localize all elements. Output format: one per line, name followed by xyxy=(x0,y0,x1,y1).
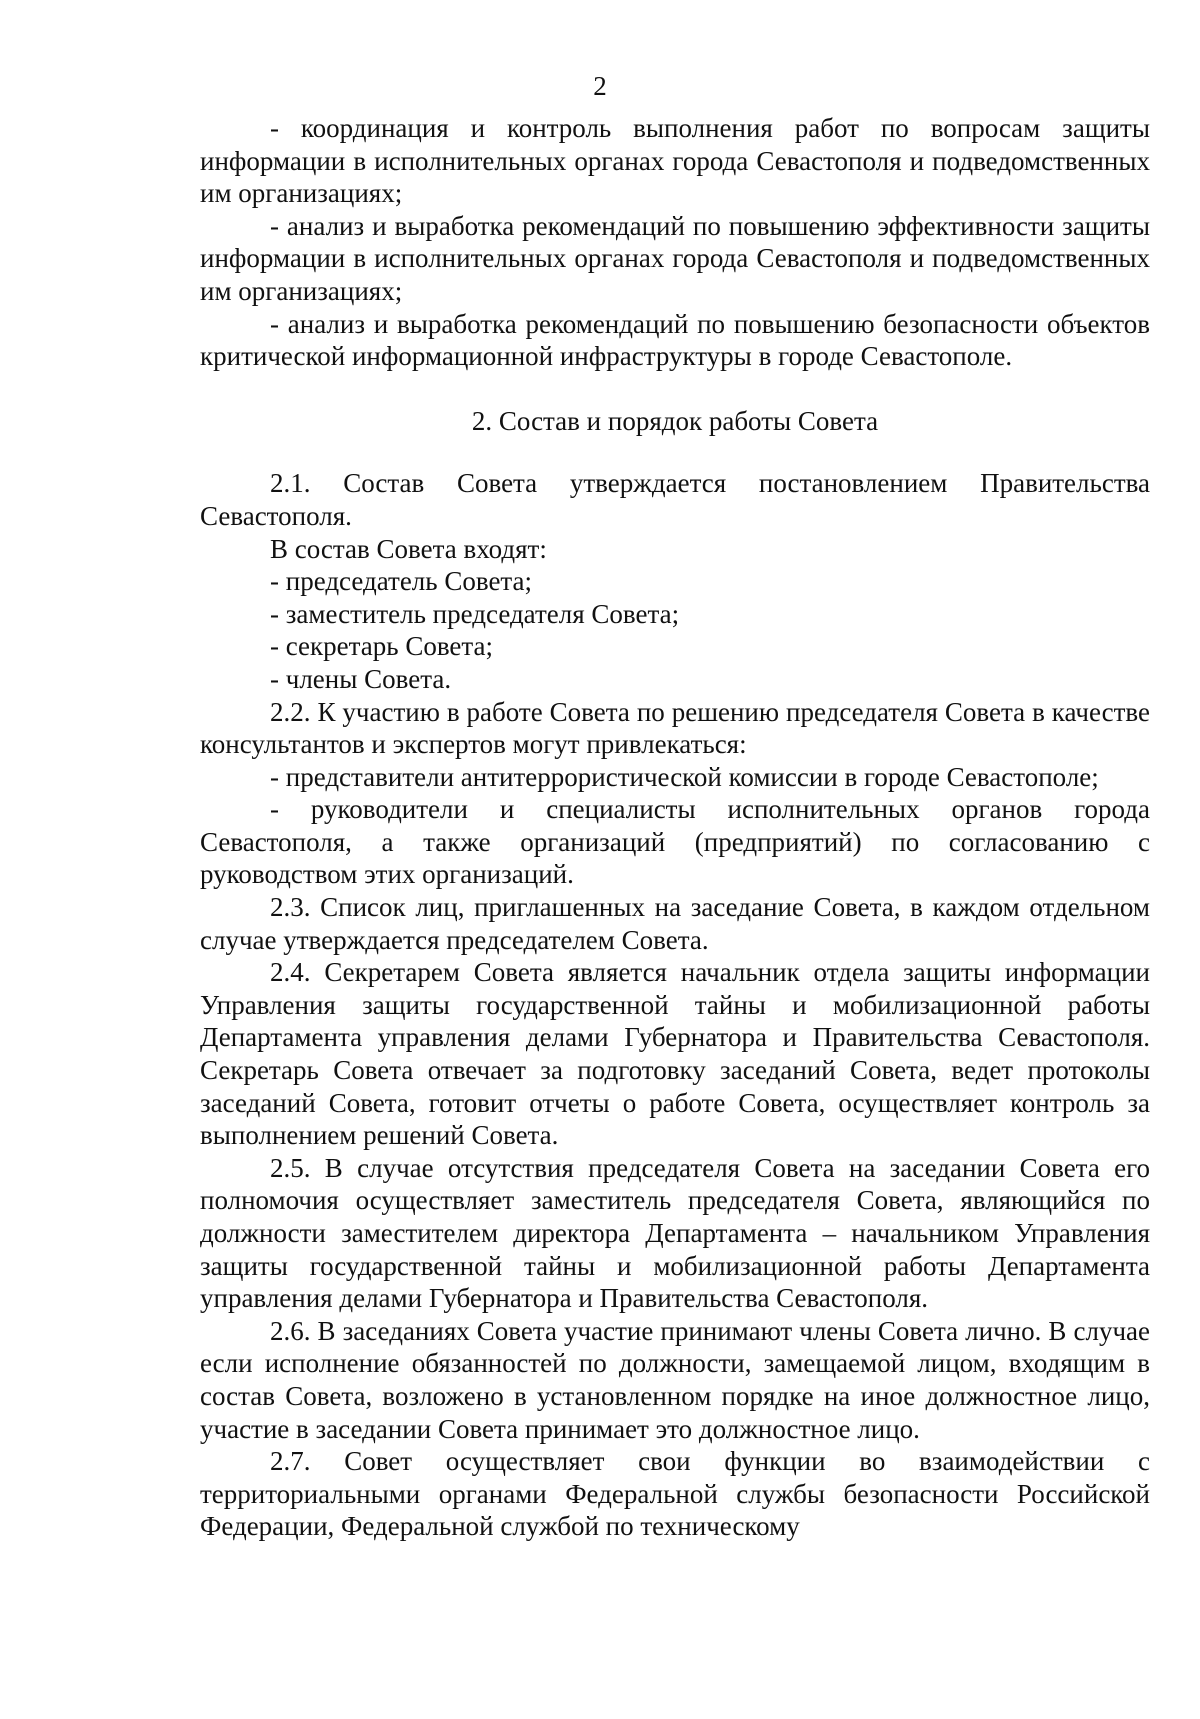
clause-2-3: 2.3. Список лиц, приглашенных на заседание Совета, в каждом отдельном случае утверждается председателем Совета. xyxy=(200,892,1150,955)
clause-2-5: 2.5. В случае отсутствия председателя Совета на заседании Совета его полномочия осуществляет заместитель председателя Совета, являющийся по должности заместителем директора Департамента – начальником Управления защиты государственной тайны и мобилизационной работы Департамента управления делами Губернатора и Правительства Севастополя. xyxy=(200,1152,1150,1314)
clause-2-4: 2.4. Секретарем Совета является начальник отдела защиты информации Управления защиты государственной тайны и мобилизационной работы Департамента управления делами Губернатора и Правительства Севастополя. Секретарь Совета отвечает за подготовку заседаний Совета, ведет протоколы заседаний Совета, готовит отчеты о работе Совета, осуществляет контроль за выполнением решений Совета. xyxy=(200,957,1150,1151)
paragraph-analysis-protection: - анализ и выработка рекомендаций по повышению эффективности защиты информации в исполнительных органах города Севастополя и подведомственных им организациях; xyxy=(200,210,1150,306)
clause-2-2: 2.2. К участию в работе Совета по решению председателя Совета в качестве консультантов и экспертов могут привлекаться: xyxy=(200,696,1150,760)
member-chairman: - председатель Совета; xyxy=(270,566,533,597)
clause-2-1: 2.1. Состав Совета утверждается постановлением Правительства Севастополя. xyxy=(200,468,1150,531)
clause-2-7: 2.7. Совет осуществляет свои функции во взаимодействии с территориальными органами Федеральной службы безопасности Российской Федерации, Федеральной службой по техническому xyxy=(200,1446,1150,1542)
paragraph-analysis-infrastructure: - анализ и выработка рекомендаций по повышению безопасности объектов критической информационной инфраструктуры в городе Севастополе. xyxy=(200,308,1150,372)
member-deputy-chairman: - заместитель председателя Совета; xyxy=(270,598,680,629)
consultant-antiterror: - представители антитеррористической комиссии в городе Севастополе; xyxy=(270,761,1099,792)
paragraph-coordination: - координация и контроль выполнения работ по вопросам защиты информации в исполнительных органах города Севастополя и подведомственных им организациях; xyxy=(200,113,1150,209)
page-number: 2 xyxy=(593,71,607,101)
clause-2-6: 2.6. В заседаниях Совета участие принимают члены Совета лично. В случае если исполнение обязанностей по должности, замещаемой лицом, входящим в состав Совета, возложено в установленном порядке на иное должностное лицо, участие в заседании Совета принимает это должностное лицо. xyxy=(200,1315,1150,1444)
section-heading: 2. Состав и порядок работы Совета xyxy=(471,405,879,436)
consultant-heads-specialists: - руководители и специалисты исполнительных органов города Севастополя, а также организаций (предприятий) по согласованию с руководством этих организаций. xyxy=(200,794,1150,890)
member-secretary: - секретарь Совета; xyxy=(270,631,494,662)
document-body xyxy=(200,112,1150,1543)
member-members: - члены Совета. xyxy=(270,663,452,694)
council-composition-intro: В состав Совета входят: xyxy=(270,533,547,564)
